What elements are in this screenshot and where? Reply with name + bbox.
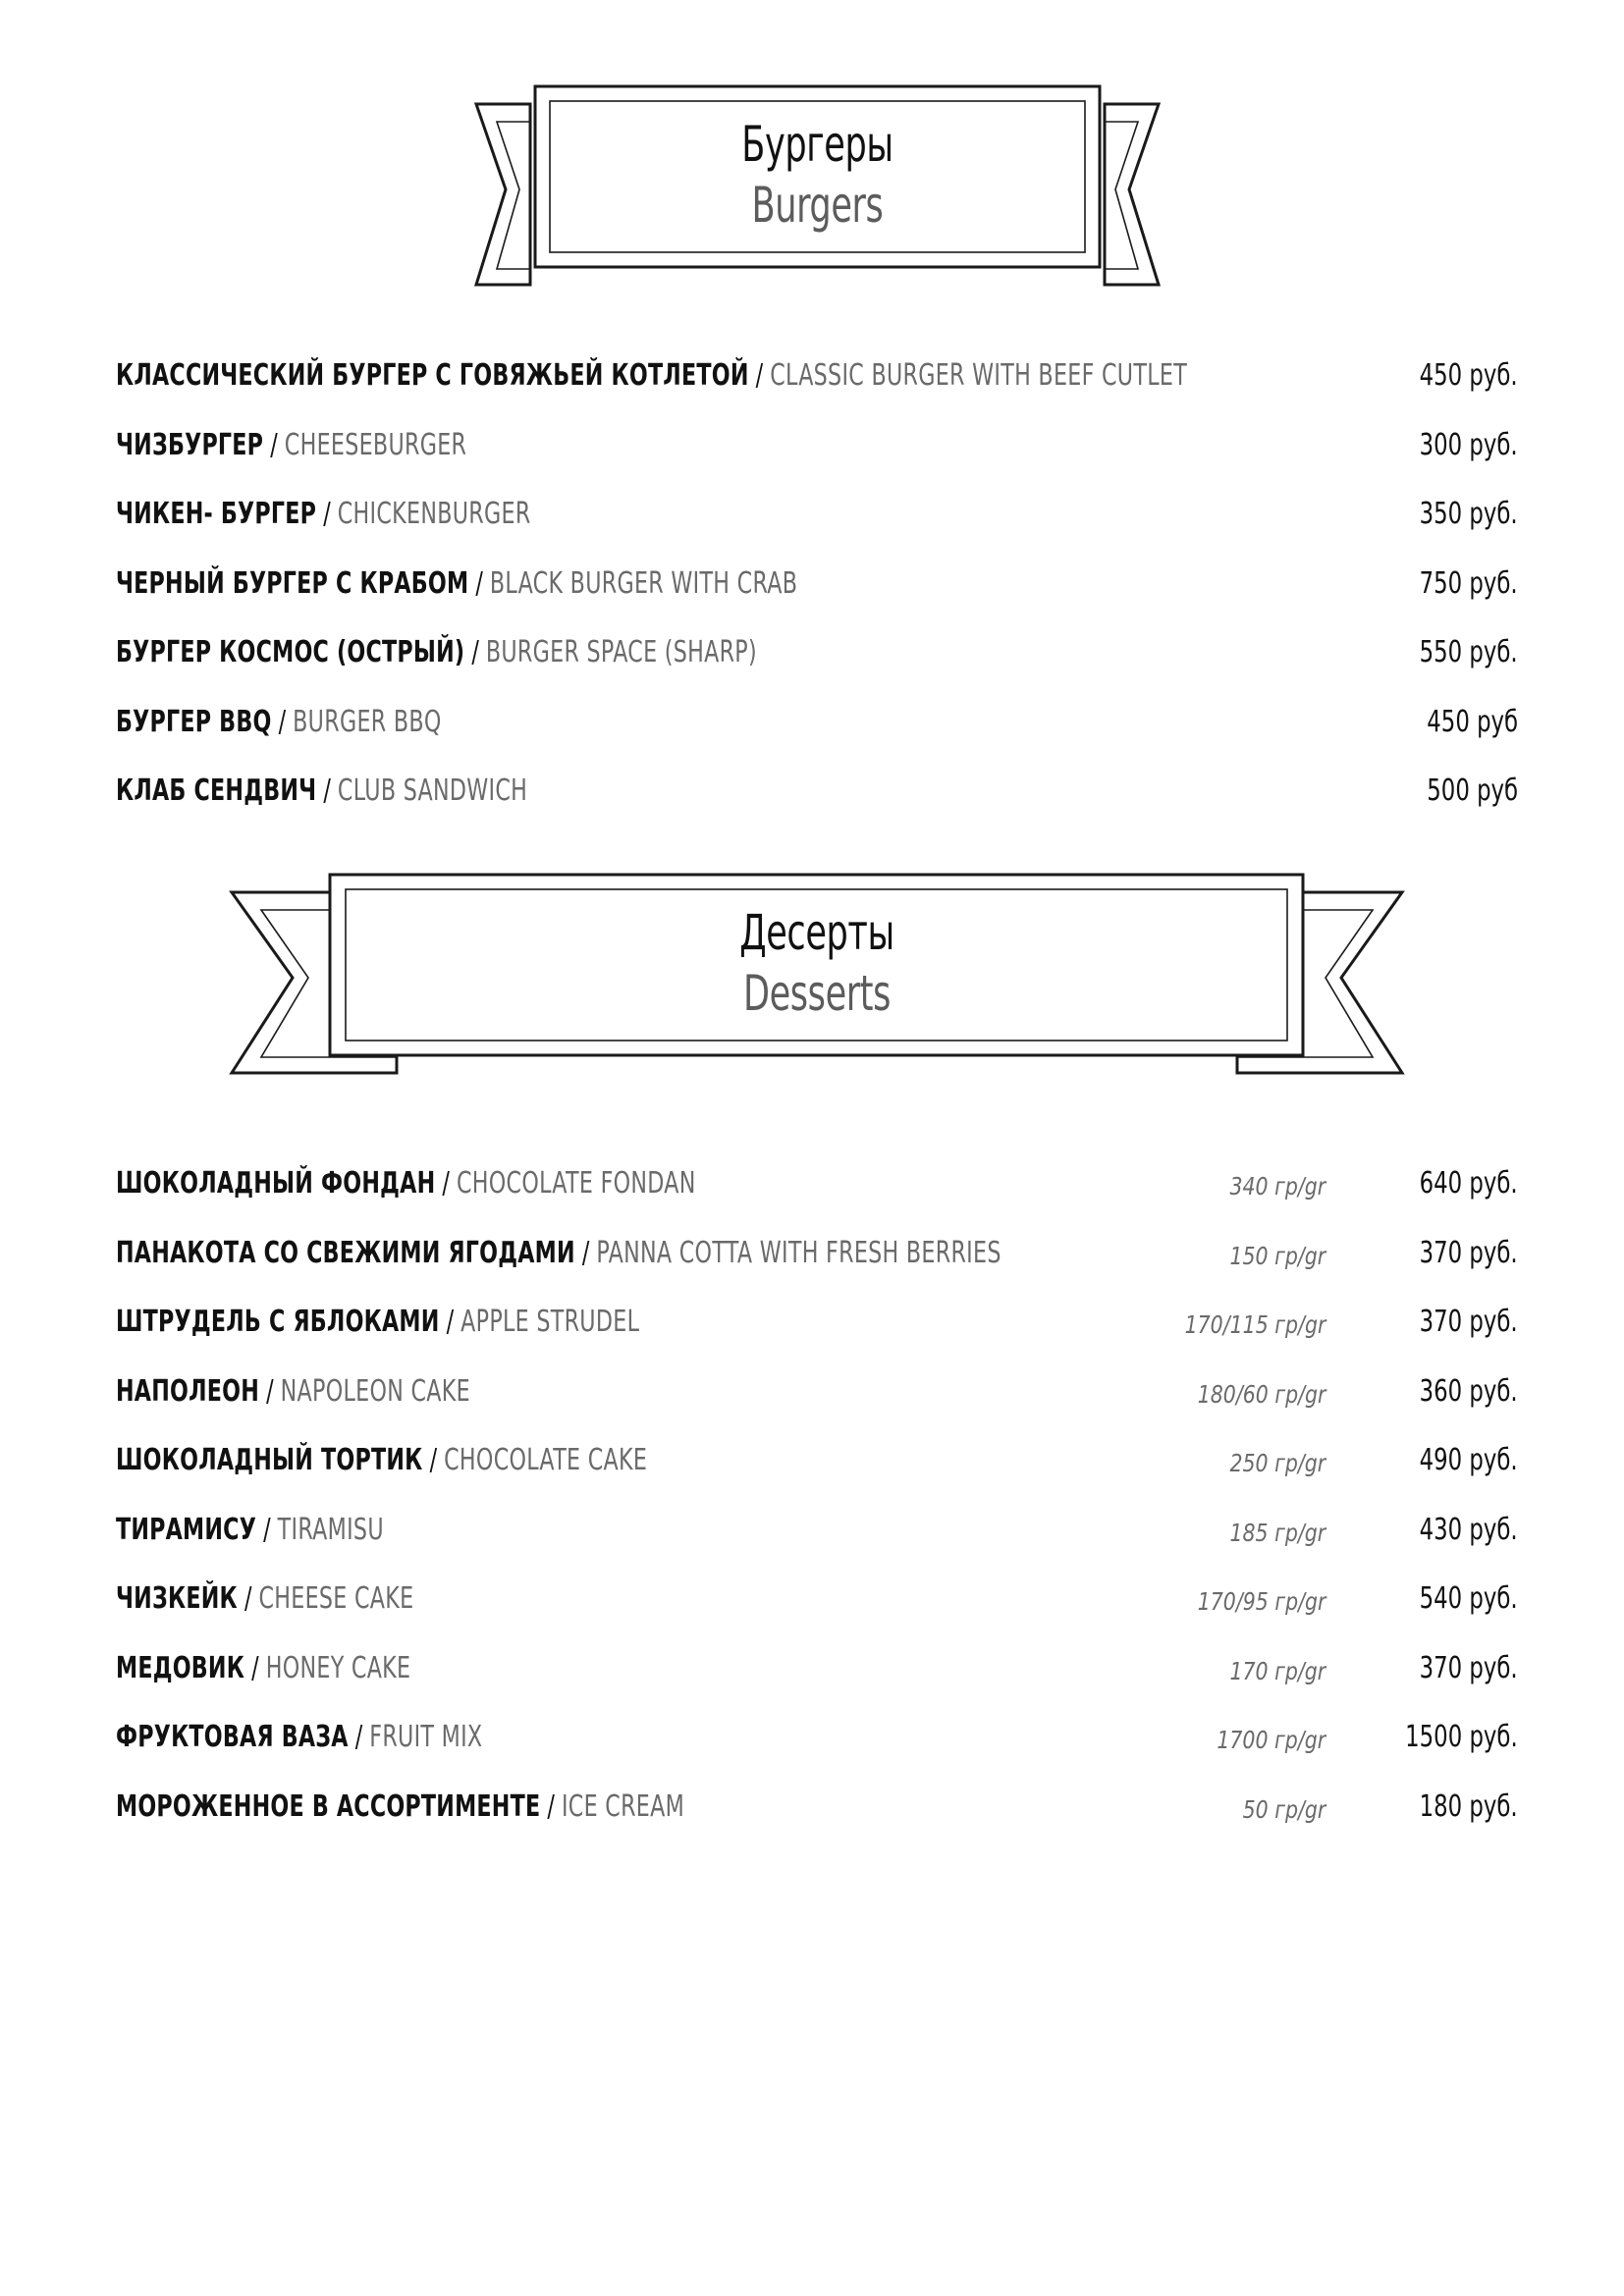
item-weight: 1700 гр/gr (1217, 1726, 1326, 1754)
list-item (116, 428, 1518, 498)
list-item (116, 358, 1518, 428)
item-name-en: TIRAMISU (277, 1512, 384, 1547)
item-name-ru: ЧЕРНЫЙ БУРГЕР С КРАБОМ (116, 565, 469, 601)
burgers-title-en: Burgers (751, 177, 884, 234)
item-price: 370 руб. (1419, 1305, 1518, 1339)
item-name-en: HONEY CAKE (265, 1650, 411, 1685)
item-name-ru: ЧИКЕН- БУРГЕР (116, 497, 317, 531)
item-price: 430 руб. (1419, 1512, 1518, 1547)
item-separator: / (316, 774, 338, 808)
item-price: 1500 руб. (1405, 1720, 1518, 1754)
item-name (116, 1443, 647, 1478)
item-name (116, 497, 531, 532)
item-name (116, 1305, 639, 1340)
item-separator: / (422, 1443, 445, 1477)
item-name (116, 1651, 410, 1686)
item-price: 490 руб. (1419, 1443, 1518, 1477)
burgers-list (116, 358, 1518, 843)
item-name-en: CLASSIC BURGER WITH BEEF CUTLET (770, 358, 1188, 393)
item-separator: / (468, 565, 490, 601)
list-item (116, 1720, 1518, 1789)
item-name-ru: ШОКОЛАДНЫЙ ФОНДАН (116, 1166, 436, 1201)
item-name (116, 1581, 413, 1617)
item-weight: 170 гр/gr (1229, 1656, 1326, 1685)
item-weight: 185 гр/gr (1229, 1518, 1326, 1547)
item-name-ru: ЧИЗБУРГЕР (116, 427, 264, 462)
desserts-banner (232, 873, 1402, 1073)
list-item (116, 1236, 1518, 1306)
item-price: 370 руб. (1419, 1650, 1518, 1685)
item-price: 450 руб (1427, 704, 1518, 739)
item-separator: / (271, 704, 294, 739)
item-name-en: CHEESE CAKE (258, 1581, 414, 1616)
list-item (116, 1443, 1518, 1513)
list-item (116, 1789, 1518, 1859)
item-name-ru: МОРОЖЕННОЕ В АССОРТИМЕНТЕ (116, 1789, 541, 1824)
item-name-ru: ШТРУДЕЛЬ С ЯБЛОКАМИ (116, 1305, 440, 1339)
item-separator: / (464, 635, 486, 669)
item-name-ru: НАПОЛЕОН (116, 1373, 260, 1409)
item-price: 750 руб. (1419, 565, 1518, 601)
item-price: 370 руб. (1419, 1235, 1518, 1270)
desserts-title-en: Desserts (742, 965, 892, 1022)
item-separator: / (748, 358, 771, 393)
item-name (116, 1166, 696, 1201)
item-name-ru: КЛАБ СЕНДВИЧ (116, 774, 317, 808)
item-name (116, 1374, 470, 1410)
list-item (116, 1651, 1518, 1721)
item-name-en: CHEESEBURGER (284, 427, 467, 462)
list-item (116, 705, 1518, 774)
item-name-en: CHICKENBURGER (337, 497, 531, 531)
item-weight: 180/60 гр/gr (1197, 1379, 1326, 1409)
list-item (116, 1374, 1518, 1444)
item-name-en: CHOCOLATE CAKE (444, 1443, 648, 1477)
item-name-en: APPLE STRUDEL (460, 1305, 640, 1339)
item-price: 180 руб. (1419, 1789, 1518, 1824)
item-price: 350 руб. (1419, 497, 1518, 531)
item-name-ru: ШОКОЛАДНЫЙ ТОРТИК (116, 1443, 423, 1477)
item-name (116, 358, 1187, 394)
list-item (116, 566, 1518, 636)
item-name (116, 1236, 1001, 1271)
item-separator: / (574, 1235, 597, 1270)
item-name-en: PANNA COTTA WITH FRESH BERRIES (596, 1235, 1001, 1270)
item-name-en: CLUB SANDWICH (337, 774, 528, 808)
item-separator: / (259, 1373, 281, 1409)
item-weight: 340 гр/gr (1229, 1172, 1326, 1201)
list-item (116, 635, 1518, 705)
item-name-ru: ТИРАМИСУ (116, 1512, 257, 1547)
item-name-ru: КЛАССИЧЕСКИЙ БУРГЕР С ГОВЯЖЬЕЙ КОТЛЕТОЙ (116, 358, 749, 393)
item-name-ru: БУРГЕР BBQ (116, 704, 272, 739)
item-separator: / (263, 427, 285, 462)
item-name-ru: БУРГЕР КОСМОС (ОСТРЫЙ) (116, 635, 465, 669)
list-item (116, 1166, 1518, 1236)
list-item (116, 1305, 1518, 1374)
item-name-en: FRUIT MIX (369, 1720, 483, 1754)
item-price: 640 руб. (1419, 1166, 1518, 1201)
list-item (116, 497, 1518, 566)
item-separator: / (244, 1650, 266, 1685)
item-name-en: NAPOLEON CAKE (280, 1373, 470, 1409)
item-name (116, 1720, 482, 1755)
item-name (116, 705, 442, 740)
item-weight: 250 гр/gr (1229, 1449, 1326, 1477)
item-separator: / (435, 1166, 457, 1201)
item-separator: / (316, 497, 338, 531)
list-item (116, 1581, 1518, 1651)
item-price: 540 руб. (1419, 1581, 1518, 1616)
item-separator: / (237, 1581, 259, 1616)
item-name (116, 1513, 384, 1548)
list-item (116, 1513, 1518, 1582)
item-separator: / (256, 1512, 278, 1547)
item-name-ru: ПАНАКОТА СО СВЕЖИМИ ЯГОДАМИ (116, 1235, 575, 1270)
item-separator: / (439, 1305, 461, 1339)
item-name-ru: ФРУКТОВАЯ ВАЗА (116, 1720, 349, 1754)
item-weight: 150 гр/gr (1229, 1241, 1326, 1270)
item-separator: / (540, 1789, 562, 1824)
item-weight: 170/115 гр/gr (1184, 1310, 1326, 1339)
item-name-ru: МЕДОВИК (116, 1650, 245, 1685)
desserts-title-ru: Десерты (739, 904, 894, 961)
item-name-ru: ЧИЗКЕЙК (116, 1581, 238, 1616)
item-name (116, 566, 797, 602)
item-price: 360 руб. (1419, 1373, 1518, 1409)
desserts-list (116, 1166, 1518, 1858)
item-name (116, 774, 527, 809)
item-price: 500 руб (1427, 774, 1518, 808)
item-separator: / (348, 1720, 370, 1754)
item-name-en: BLACK BURGER WITH CRAB (489, 565, 798, 601)
item-name (116, 635, 757, 670)
item-name (116, 428, 466, 463)
item-weight: 170/95 гр/gr (1197, 1587, 1326, 1616)
item-name-en: CHOCOLATE FONDAN (456, 1166, 696, 1201)
item-weight: 50 гр/gr (1242, 1794, 1326, 1824)
item-price: 450 руб. (1419, 358, 1518, 393)
item-name (116, 1789, 684, 1825)
list-item (116, 774, 1518, 843)
burgers-title-ru: Бургеры (741, 116, 893, 173)
item-name-en: BURGER SPACE (SHARP) (485, 635, 757, 669)
item-price: 550 руб. (1419, 635, 1518, 669)
item-name-en: BURGER BBQ (293, 704, 442, 739)
item-name-en: ICE CREAM (561, 1789, 685, 1824)
item-price: 300 руб. (1419, 427, 1518, 462)
burgers-banner (476, 84, 1159, 285)
